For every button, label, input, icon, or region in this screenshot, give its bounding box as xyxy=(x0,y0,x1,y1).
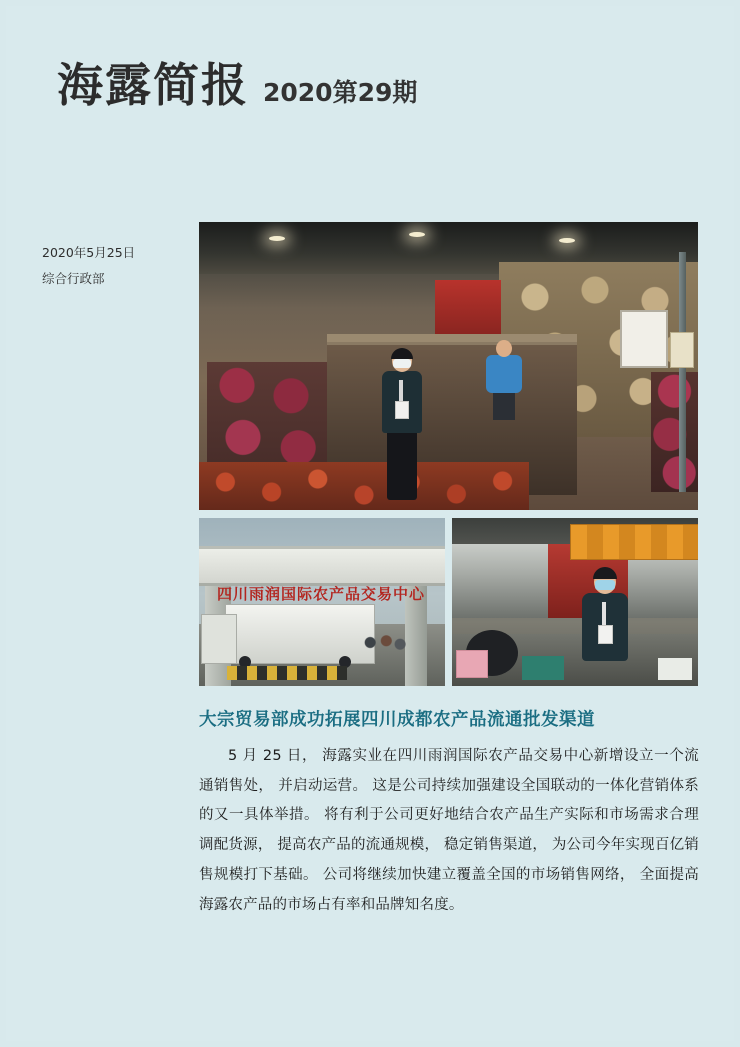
lanyard xyxy=(399,380,403,402)
photo-main-scene xyxy=(199,222,698,510)
white-crate xyxy=(658,658,692,680)
worker2-head xyxy=(496,340,512,357)
meta-block xyxy=(42,240,192,293)
lanyard xyxy=(602,602,606,626)
onion-pile xyxy=(199,462,529,510)
pink-crate xyxy=(456,650,488,678)
badge-icon xyxy=(598,625,613,644)
photo-market-gate xyxy=(199,518,445,686)
badge-icon xyxy=(395,401,409,419)
department-label: 综合行政部 xyxy=(42,271,105,287)
white-truck-trailer xyxy=(225,604,375,664)
gate-gantry xyxy=(199,546,445,603)
pedestrians xyxy=(361,634,407,668)
article-body: 5 月 25 日， 海露实业在四川雨润国际农产品交易中心新增设立一个流通销售处， 并启动运营。 这是公司持续加强建设全国联动的一体化营销体系的又一具体举措。 将有利于公司更好地结合农产品生产实际和市场需求合理调配货源， 提高农产品的流通规模， 稳定销售渠道， 为公司今年实现百亿销售规模打下基础。 公司将继续加快建立覆盖全国的市场销售网络， 全面提高海露农产品的市场占有率和品牌知名度。 xyxy=(199,748,699,913)
photo-right-scene xyxy=(452,518,698,686)
masthead xyxy=(57,58,418,112)
dock-worker xyxy=(574,570,636,686)
worker-legs xyxy=(387,430,417,500)
photo-main xyxy=(199,222,698,510)
photo-left-scene xyxy=(199,518,445,686)
orange-crates xyxy=(570,524,698,560)
worker-hair xyxy=(391,348,413,359)
page-title: 海露简报 xyxy=(57,58,249,112)
photo-loading-dock xyxy=(452,518,698,686)
green-crate xyxy=(522,656,564,680)
worker2-body xyxy=(486,355,522,393)
face-mask-icon xyxy=(595,580,615,590)
red-mesh-sacks-right xyxy=(651,372,698,492)
wall-panel xyxy=(620,310,668,368)
worker2-legs xyxy=(493,390,515,420)
issue-label: 2020第29期 xyxy=(263,78,418,107)
worker-foreground xyxy=(375,350,429,510)
support-pole xyxy=(679,252,686,492)
gate-sign-text: 四川雨润国际农产品交易中心 xyxy=(216,585,425,603)
face-mask-icon xyxy=(393,359,411,368)
wall-sign xyxy=(670,332,694,368)
ceiling-lamp-icon xyxy=(559,238,575,243)
white-truck-cab xyxy=(201,614,237,664)
ceiling-lamp-icon xyxy=(269,236,285,241)
hazard-stripe xyxy=(227,666,347,680)
article-headline: 大宗贸易部成功拓展四川成都农产品流通批发渠道 xyxy=(199,710,595,730)
publish-date: 2020年5月25日 xyxy=(42,245,136,260)
worker-background xyxy=(484,340,524,418)
ceiling-lamp-icon xyxy=(409,232,425,237)
